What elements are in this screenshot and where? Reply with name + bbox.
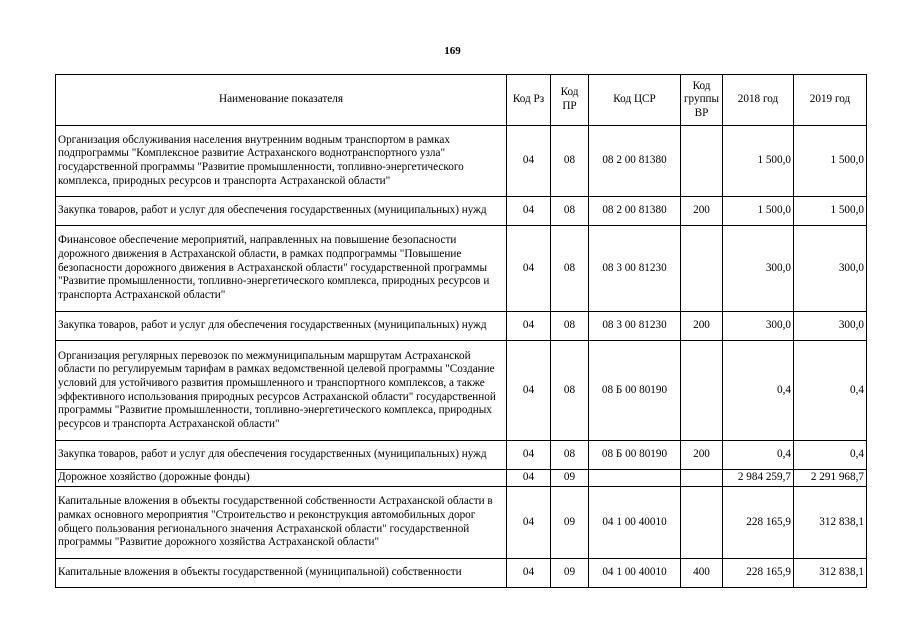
- budget-table: [55, 74, 867, 588]
- row-vr: 200: [681, 312, 723, 341]
- row-csr: 08 Б 00 80190: [589, 341, 681, 441]
- row-vr: [681, 341, 723, 441]
- row-name: Капитальные вложения в объекты государственной собственности Астраханской области в рамках основного мероприятия "Строительство и реконструкция автомобильных дорог общего пользования регионального значения Астраханской области" государственной программы "Развитие дорожного хозяйства Астраханской области": [56, 487, 507, 559]
- row-csr: [589, 470, 681, 487]
- row-2018: 300,0: [723, 226, 794, 312]
- table-header-row: [56, 75, 867, 126]
- row-name: Организация регулярных перевозок по межмуниципальным маршрутам Астраханской области по регулируемым тарифам в рамках ведомственной целевой программы "Создание условий для устойчивого развития промышленного и транспортного комплексов, а также эффективного использования природных ресурсов Астраханской области" государственной программы "Развитие промышленности, топливно-энергетического комплекса, природных ресурсов и транспорта Астраханской области": [56, 341, 507, 441]
- table-row: [56, 470, 867, 487]
- row-2019: 0,4: [794, 341, 867, 441]
- row-vr: 200: [681, 441, 723, 470]
- row-name: Дорожное хозяйство (дорожные фонды): [56, 470, 507, 487]
- row-pr: 08: [551, 441, 589, 470]
- row-csr: 04 1 00 40010: [589, 559, 681, 588]
- row-csr: 08 3 00 81230: [589, 226, 681, 312]
- row-csr: 08 Б 00 80190: [589, 441, 681, 470]
- row-2018: 1 500,0: [723, 126, 794, 197]
- table-row: [56, 341, 867, 441]
- header-pr: Код ПР: [551, 75, 589, 126]
- row-rz: 04: [507, 470, 551, 487]
- row-rz: 04: [507, 226, 551, 312]
- row-vr: 400: [681, 559, 723, 588]
- page-number: 169: [444, 45, 461, 57]
- row-pr: 09: [551, 559, 589, 588]
- row-2019: 1 500,0: [794, 197, 867, 226]
- row-vr: [681, 126, 723, 197]
- row-pr: 08: [551, 226, 589, 312]
- row-rz: 04: [507, 341, 551, 441]
- row-2019: 312 838,1: [794, 487, 867, 559]
- row-2019: 2 291 968,7: [794, 470, 867, 487]
- row-name: Финансовое обеспечение мероприятий, направленных на повышение безопасности дорожного движения в Астраханской области, в рамках подпрограммы "Повышение безопасности дорожного движения в Астраханской области" государственной программы "Развитие промышленности, топливно-энергетического комплекса, природных ресурсов и транспорта Астраханской области": [56, 226, 507, 312]
- table-row: [56, 487, 867, 559]
- row-rz: 04: [507, 559, 551, 588]
- row-pr: 09: [551, 487, 589, 559]
- row-2019: 1 500,0: [794, 126, 867, 197]
- row-rz: 04: [507, 126, 551, 197]
- header-csr: Код ЦСР: [589, 75, 681, 126]
- row-pr: 08: [551, 126, 589, 197]
- table-row: [56, 197, 867, 226]
- row-vr: [681, 226, 723, 312]
- row-name: Капитальные вложения в объекты государственной (муниципальной) собственности: [56, 559, 507, 588]
- row-pr: 08: [551, 197, 589, 226]
- row-vr: [681, 487, 723, 559]
- row-2018: 0,4: [723, 341, 794, 441]
- row-vr: 200: [681, 197, 723, 226]
- row-csr: 04 1 00 40010: [589, 487, 681, 559]
- row-2018: 0,4: [723, 441, 794, 470]
- row-2018: 2 984 259,7: [723, 470, 794, 487]
- row-2018: 228 165,9: [723, 559, 794, 588]
- row-2018: 228 165,9: [723, 487, 794, 559]
- row-pr: 08: [551, 312, 589, 341]
- header-rz: Код Рз: [507, 75, 551, 126]
- header-name: Наименование показателя: [56, 75, 507, 126]
- table-row: [56, 126, 867, 197]
- row-rz: 04: [507, 197, 551, 226]
- row-vr: [681, 470, 723, 487]
- row-2019: 300,0: [794, 226, 867, 312]
- row-name: Закупка товаров, работ и услуг для обеспечения государственных (муниципальных) нужд: [56, 197, 507, 226]
- row-2019: 300,0: [794, 312, 867, 341]
- table-row: [56, 559, 867, 588]
- row-name: Организация обслуживания населения внутренним водным транспортом в рамках подпрограммы "Комплексное развитие Астраханского воднотранспортного узла" государственной программы "Развитие промышленности, топливно-энергетического комплекса, природных ресурсов и транспорта Астраханской области": [56, 126, 507, 197]
- row-csr: 08 2 00 81380: [589, 126, 681, 197]
- row-2019: 0,4: [794, 441, 867, 470]
- row-csr: 08 2 00 81380: [589, 197, 681, 226]
- row-rz: 04: [507, 487, 551, 559]
- row-rz: 04: [507, 312, 551, 341]
- row-pr: 09: [551, 470, 589, 487]
- table-row: [56, 312, 867, 341]
- table-row: [56, 226, 867, 312]
- header-2019: 2019 год: [794, 75, 867, 126]
- header-vr: Код группы ВР: [681, 75, 723, 126]
- row-name: Закупка товаров, работ и услуг для обеспечения государственных (муниципальных) нужд: [56, 312, 507, 341]
- row-2018: 300,0: [723, 312, 794, 341]
- header-2018: 2018 год: [723, 75, 794, 126]
- row-pr: 08: [551, 341, 589, 441]
- row-2019: 312 838,1: [794, 559, 867, 588]
- row-2018: 1 500,0: [723, 197, 794, 226]
- row-name: Закупка товаров, работ и услуг для обеспечения государственных (муниципальных) нужд: [56, 441, 507, 470]
- row-rz: 04: [507, 441, 551, 470]
- row-csr: 08 3 00 81230: [589, 312, 681, 341]
- table-row: [56, 441, 867, 470]
